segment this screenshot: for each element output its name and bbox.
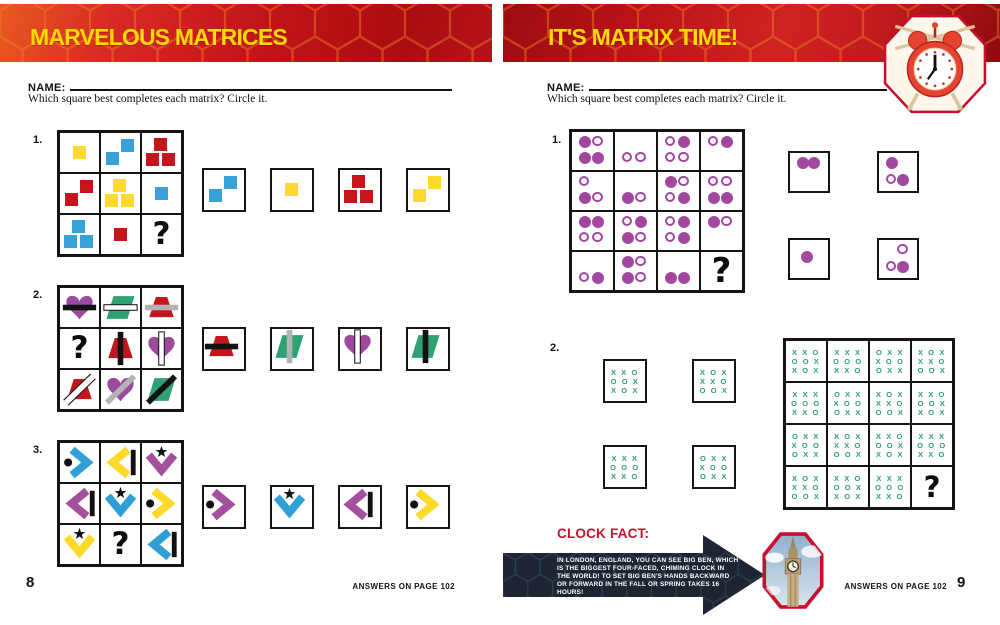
filled-dot: [678, 216, 690, 228]
parallelogram-with-gray-bar: [272, 329, 307, 364]
purple-chevron-left-bar: [340, 487, 375, 522]
xo-row: O X X: [791, 431, 820, 441]
xo-row: X O X: [610, 385, 639, 395]
parallelogram-with-black-bar: [144, 372, 179, 407]
matrix-cell: [59, 442, 100, 483]
xo-row: X X X: [611, 453, 639, 463]
xo-row: X X O: [610, 367, 639, 377]
blue-square: [209, 189, 222, 202]
matrix-cell: [657, 131, 700, 171]
matrix-cell: [827, 382, 869, 424]
xo-row: O X X: [833, 407, 862, 417]
matrix-cell: [785, 382, 827, 424]
question-cell: [911, 466, 953, 508]
open-dot: [708, 176, 719, 187]
instruction-text: Which square best completes each matrix? Circle it.: [28, 93, 268, 105]
red-square: [360, 190, 373, 203]
option-cell[interactable]: [692, 445, 736, 489]
xo-row: X O X: [917, 347, 946, 357]
matrix-cell: [100, 483, 141, 524]
filled-dot: [592, 152, 604, 164]
xo-row: X O X: [875, 389, 904, 399]
open-dot: [665, 232, 676, 243]
open-dot: [579, 176, 590, 187]
xo-row: O O X: [699, 385, 729, 395]
name-row: [28, 78, 452, 92]
red-square: [154, 138, 167, 151]
right-answers-note: ANSWERS ON PAGE 102: [844, 582, 947, 591]
yellow-chevron-right-dot: [144, 486, 179, 521]
blue-square: [64, 235, 77, 248]
xo-row: O O X: [875, 440, 905, 450]
matrix-cell: [911, 424, 953, 466]
xo-row: X X X: [792, 389, 820, 399]
option-cell[interactable]: [202, 327, 246, 371]
option-cell[interactable]: [406, 485, 450, 529]
puzzle1-matrix: [569, 129, 745, 293]
matrix-cell: [100, 369, 141, 410]
filled-dot: [721, 136, 733, 148]
left-header-band: [0, 4, 492, 62]
filled-dot: [635, 216, 647, 228]
filled-dot: [665, 176, 677, 188]
xo-row: X X O: [875, 491, 904, 501]
question-cell: [100, 524, 141, 565]
question-cell: [59, 328, 100, 369]
xo-row: X O X: [699, 367, 728, 377]
yellow-chevron-down-star: [62, 527, 97, 562]
xo-row: X X O: [791, 347, 820, 357]
blue-chevron-down-star: [103, 486, 138, 521]
xo-row: X O X: [875, 449, 904, 459]
matrix-cell: [657, 171, 700, 211]
yellow-square: [413, 189, 426, 202]
matrix-cell: [100, 442, 141, 483]
left-page-number: 8: [26, 574, 35, 591]
yellow-square: [285, 183, 298, 196]
open-dot: [635, 192, 646, 203]
open-dot: [579, 272, 590, 283]
option-cell[interactable]: [406, 168, 450, 212]
matrix-cell: [700, 131, 743, 171]
matrix-cell: [614, 211, 657, 251]
option-cell[interactable]: [270, 485, 314, 529]
matrix-cell: [571, 211, 614, 251]
yellow-square: [121, 194, 134, 207]
left-answers-note: ANSWERS ON PAGE 102: [352, 582, 455, 591]
name-input-line[interactable]: [70, 79, 452, 91]
option-cell[interactable]: [338, 485, 382, 529]
trapezoid-with-black-bar: [204, 329, 239, 364]
xo-row: X O O: [875, 356, 905, 366]
filled-dot: [678, 272, 690, 284]
question-mark: ?: [923, 469, 941, 504]
xo-row: O X X: [791, 449, 820, 459]
matrix-cell: [869, 466, 911, 508]
xo-row: X X O: [875, 431, 904, 441]
puzzle1-options: [202, 168, 450, 212]
matrix-cell: [614, 131, 657, 171]
filled-dot: [797, 157, 809, 169]
matrix-cell: [785, 424, 827, 466]
matrix-cell: [700, 171, 743, 211]
question-cell: [141, 214, 182, 255]
yellow-square: [428, 176, 441, 189]
xo-row: O X X: [833, 389, 862, 399]
open-dot: [721, 176, 732, 187]
yellow-chevron-right-dot: [408, 487, 443, 522]
matrix-cell: [59, 287, 100, 328]
xo-row: X X O: [791, 407, 820, 417]
xo-row: X O O: [699, 462, 729, 472]
xo-row: X X O: [833, 440, 862, 450]
matrix-cell: [59, 173, 100, 214]
filled-dot: [678, 232, 690, 244]
question-mark: ?: [152, 216, 171, 252]
xo-row: X O O: [833, 398, 863, 408]
name-row: [547, 78, 887, 92]
xo-row: O O X: [917, 398, 947, 408]
purple-chevron-left-bar: [62, 486, 97, 521]
open-dot: [579, 232, 590, 243]
red-square: [146, 153, 159, 166]
name-label: NAME:: [28, 82, 66, 94]
xo-row: X X O: [917, 449, 946, 459]
big-ben-photo: [761, 531, 825, 610]
trapezoid-with-gray-bar: [144, 290, 179, 325]
trapezoid-with-black-bar: [103, 331, 138, 366]
yellow-square: [73, 146, 86, 159]
xo-row: O O O: [833, 356, 863, 366]
matrix-cell: [141, 287, 182, 328]
option-cell[interactable]: [338, 168, 382, 212]
blue-square: [155, 187, 168, 200]
puzzle3-options: [202, 485, 450, 529]
parallelogram-with-black-bar: [408, 329, 443, 364]
puzzle1-matrix: [57, 130, 184, 257]
blue-square: [121, 139, 134, 152]
open-dot: [635, 256, 646, 267]
heart-with-white-bar: [340, 329, 375, 364]
xo-row: O O X: [833, 482, 863, 492]
purple-chevron-right-dot: [204, 487, 239, 522]
matrix-cell: [827, 424, 869, 466]
open-dot: [886, 261, 897, 272]
matrix-cell: [141, 369, 182, 410]
heart-with-black-bar: [62, 290, 97, 325]
xo-row: X X O: [917, 389, 946, 399]
xo-row: X O X: [833, 491, 862, 501]
open-dot: [886, 174, 897, 185]
matrix-cell: [657, 251, 700, 291]
matrix-cell: [911, 382, 953, 424]
filled-dot: [622, 192, 634, 204]
matrix-cell: [614, 251, 657, 291]
question-cell: [700, 251, 743, 291]
blue-chevron-right-dot: [62, 445, 97, 480]
option-cell[interactable]: [202, 485, 246, 529]
filled-dot: [678, 192, 690, 204]
matrix-cell: [657, 211, 700, 251]
matrix-cell: [869, 340, 911, 382]
filled-dot: [579, 136, 591, 148]
filled-dot: [897, 174, 909, 186]
option-cell[interactable]: [202, 168, 246, 212]
xo-row: O O X: [610, 376, 640, 386]
xo-row: O O O: [875, 482, 905, 492]
name-input-line[interactable]: [589, 79, 887, 91]
red-square: [80, 180, 93, 193]
filled-dot: [678, 136, 690, 148]
filled-dot: [622, 256, 634, 268]
puzzle3-number: 3.: [33, 444, 43, 456]
open-dot: [678, 176, 689, 187]
matrix-cell: [59, 214, 100, 255]
option-cell[interactable]: [603, 359, 647, 403]
xo-row: O O X: [875, 407, 905, 417]
puzzle2-matrix: [783, 338, 955, 510]
option-cell[interactable]: [406, 327, 450, 371]
blue-chevron-down-star: [272, 487, 307, 522]
open-dot: [635, 272, 646, 283]
filled-dot: [579, 192, 591, 204]
filled-dot: [886, 157, 898, 169]
filled-dot: [897, 261, 909, 273]
matrix-cell: [59, 524, 100, 565]
open-dot: [897, 244, 908, 255]
matrix-cell: [827, 466, 869, 508]
heart-with-white-bar: [144, 331, 179, 366]
filled-dot: [592, 272, 604, 284]
name-label: NAME:: [547, 82, 585, 94]
open-dot: [665, 192, 676, 203]
xo-row: O X X: [875, 347, 904, 357]
matrix-cell: [100, 328, 141, 369]
puzzle2-options: [603, 359, 743, 499]
red-square: [65, 193, 78, 206]
xo-row: O O O: [917, 440, 947, 450]
open-dot: [665, 136, 676, 147]
open-dot: [592, 192, 603, 203]
filled-dot: [579, 152, 591, 164]
open-dot: [721, 216, 732, 227]
red-square: [162, 153, 175, 166]
blue-square: [72, 220, 85, 233]
open-dot: [622, 216, 633, 227]
xo-row: X X X: [918, 431, 946, 441]
filled-dot: [708, 192, 720, 204]
red-square: [344, 190, 357, 203]
xo-row: X O X: [917, 407, 946, 417]
puzzle2-options: [202, 327, 450, 371]
question-mark: ?: [711, 251, 732, 291]
xo-row: X X O: [875, 398, 904, 408]
trapezoid-with-white-bar: [62, 372, 97, 407]
puzzle1-options: [788, 151, 923, 286]
option-cell[interactable]: [877, 151, 919, 193]
matrix-cell: [100, 173, 141, 214]
red-square: [114, 228, 127, 241]
blue-chevron-left-bar: [144, 527, 179, 562]
matrix-cell: [100, 132, 141, 173]
instruction-text: Which square best completes each matrix? Circle it.: [547, 93, 787, 105]
matrix-cell: [141, 442, 182, 483]
xo-row: O X X: [699, 471, 728, 481]
open-dot: [622, 152, 633, 163]
matrix-cell: [785, 340, 827, 382]
yellow-square: [105, 194, 118, 207]
xo-row: X X O: [610, 471, 639, 481]
matrix-cell: [141, 328, 182, 369]
parallelogram-with-white-bar: [103, 290, 138, 325]
matrix-cell: [869, 424, 911, 466]
matrix-cell: [614, 171, 657, 211]
option-cell[interactable]: [338, 327, 382, 371]
right-page-title: IT'S MATRIX TIME!: [548, 24, 738, 50]
xo-row: O O X: [833, 449, 863, 459]
open-dot: [592, 232, 603, 243]
xo-row: X O X: [791, 473, 820, 483]
matrix-cell: [141, 173, 182, 214]
xo-row: O O O: [610, 462, 640, 472]
filled-dot: [622, 272, 634, 284]
matrix-cell: [571, 171, 614, 211]
yellow-square: [113, 179, 126, 192]
open-dot: [665, 152, 676, 163]
matrix-cell: [59, 132, 100, 173]
open-dot: [678, 152, 689, 163]
matrix-cell: [911, 340, 953, 382]
xo-row: O O X: [917, 365, 947, 375]
xo-row: X X O: [699, 376, 728, 386]
open-dot: [635, 152, 646, 163]
purple-chevron-down-star: [144, 445, 179, 480]
blue-square: [80, 235, 93, 248]
question-mark: ?: [111, 526, 130, 562]
puzzle1-number: 1.: [552, 134, 562, 146]
filled-dot: [708, 216, 720, 228]
matrix-cell: [571, 131, 614, 171]
left-page-title: MARVELOUS MATRICES: [30, 24, 287, 50]
xo-row: X X O: [917, 356, 946, 366]
filled-dot: [721, 192, 733, 204]
xo-row: O O O: [791, 398, 821, 408]
left-page: [0, 0, 495, 625]
right-page: [495, 0, 1000, 625]
red-square: [352, 175, 365, 188]
filled-dot: [622, 232, 634, 244]
filled-dot: [808, 157, 820, 169]
option-cell[interactable]: [788, 238, 830, 280]
filled-dot: [665, 272, 677, 284]
matrix-cell: [100, 214, 141, 255]
xo-row: X X X: [876, 473, 904, 483]
matrix-cell: [141, 524, 182, 565]
xo-row: O O X: [791, 491, 821, 501]
option-cell[interactable]: [788, 151, 830, 193]
matrix-cell: [571, 251, 614, 291]
question-mark: ?: [70, 330, 89, 366]
option-cell[interactable]: [270, 327, 314, 371]
clock-fact-text: IN LONDON, ENGLAND, YOU CAN SEE BIG BEN, WHICH IS THE BIGGEST FOUR-FACED, CHIMING CLOCK IN THE WORLD! TO SET BIG BEN'S HANDS BACKWARD OR FORWARD IN THE FALL OR SPRING TAKES 16 HOURS!: [557, 557, 739, 596]
puzzle1-number: 1.: [33, 134, 43, 146]
matrix-cell: [141, 132, 182, 173]
option-cell[interactable]: [692, 359, 736, 403]
puzzle2-number: 2.: [33, 289, 43, 301]
matrix-cell: [100, 287, 141, 328]
right-page-number: 9: [957, 574, 966, 591]
puzzle3-matrix: [57, 440, 184, 567]
open-dot: [665, 216, 676, 227]
xo-row: X O X: [833, 431, 862, 441]
filled-dot: [592, 216, 604, 228]
xo-row: O X X: [699, 453, 728, 463]
xo-row: X X O: [833, 473, 862, 483]
matrix-cell: [785, 466, 827, 508]
yellow-chevron-left-bar: [103, 445, 138, 480]
alarm-clock-icon: [881, 14, 989, 116]
matrix-cell: [141, 483, 182, 524]
filled-dot: [801, 251, 813, 263]
open-dot: [708, 136, 719, 147]
open-dot: [635, 232, 646, 243]
blue-square: [224, 176, 237, 189]
matrix-cell: [827, 340, 869, 382]
matrix-cell: [869, 382, 911, 424]
filled-dot: [579, 216, 591, 228]
puzzle2-matrix: [57, 285, 184, 412]
xo-row: O X X: [875, 365, 904, 375]
xo-row: O O X: [791, 356, 821, 366]
clock-fact-label: CLOCK FACT:: [557, 526, 650, 541]
matrix-cell: [59, 369, 100, 410]
option-cell[interactable]: [270, 168, 314, 212]
matrix-cell: [59, 483, 100, 524]
open-dot: [592, 136, 603, 147]
heart-with-gray-bar: [103, 372, 138, 407]
puzzle2-number: 2.: [550, 342, 560, 354]
option-cell[interactable]: [603, 445, 647, 489]
option-cell[interactable]: [877, 238, 919, 280]
matrix-cell: [700, 211, 743, 251]
xo-row: X X O: [791, 482, 820, 492]
xo-row: X X O: [833, 365, 862, 375]
xo-row: X O X: [791, 365, 820, 375]
blue-square: [106, 152, 119, 165]
xo-row: X O O: [791, 440, 821, 450]
xo-row: X X X: [834, 347, 862, 357]
